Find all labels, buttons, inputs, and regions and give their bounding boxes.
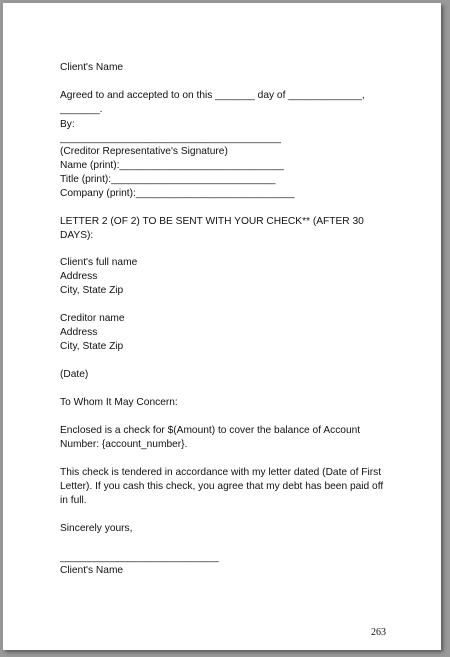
client-address: Address	[60, 271, 98, 282]
paragraph-2-line-2: Letter). If you cash this check, you agree that my debt has been paid off	[60, 481, 384, 492]
clients-name-bottom: Client's Name	[60, 565, 124, 576]
title-print-field: Title (print):_____________________________	[60, 174, 276, 185]
agreed-line: Agreed to and accepted to on this _______ day of _____________,	[60, 90, 365, 101]
creditor-address: Address	[60, 327, 98, 338]
creditor-city-state-zip: City, State Zip	[60, 341, 124, 352]
closing: Sincerely yours,	[60, 523, 133, 534]
document-page	[3, 3, 441, 650]
date-placeholder: (Date)	[60, 369, 89, 380]
by-label: By:	[60, 119, 75, 130]
agreed-line-cont: _______.	[60, 104, 103, 115]
paragraph-1-line-2: Number: {account_number}.	[60, 439, 188, 450]
client-full-name: Client's full name	[60, 257, 138, 268]
company-print-field: Company (print):____________________________	[60, 188, 295, 199]
salutation: To Whom It May Concern:	[60, 397, 178, 408]
signature-caption: (Creditor Representative's Signature)	[60, 146, 228, 157]
closing-signature-rule: ____________________________	[60, 552, 219, 563]
paragraph-2-line-3: in full.	[60, 495, 87, 506]
letter-heading-line-1: LETTER 2 (OF 2) TO BE SENT WITH YOUR CHECK** (AFTER 30	[60, 216, 364, 227]
paragraph-2-line-1: This check is tendered in accordance with my letter dated (Date of First	[60, 467, 382, 478]
signature-rule: _______________________________________	[60, 133, 281, 144]
letter-heading-line-2: DAYS):	[60, 230, 94, 241]
clients-name-top: Client's Name	[60, 62, 124, 73]
client-city-state-zip: City, State Zip	[60, 285, 124, 296]
paragraph-1-line-1: Enclosed is a check for $(Amount) to cover the balance of Account	[60, 425, 361, 436]
creditor-name: Creditor name	[60, 313, 125, 324]
page-number: 263	[371, 627, 386, 638]
name-print-field: Name (print):_____________________________	[60, 160, 284, 171]
